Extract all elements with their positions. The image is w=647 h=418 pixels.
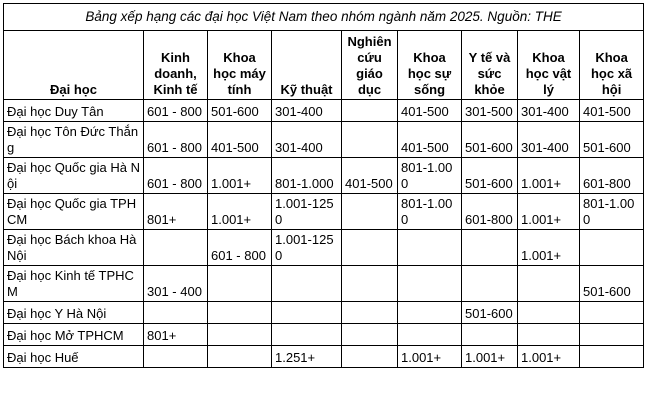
- rank-cell: [518, 324, 580, 346]
- table-caption: Bảng xếp hạng các đại học Việt Nam theo nhóm ngành năm 2025. Nguồn: THE: [4, 4, 644, 31]
- rank-cell: 301-400: [518, 100, 580, 122]
- rank-cell: 601 - 800: [208, 230, 272, 266]
- rank-cell: 601 - 800: [144, 122, 208, 158]
- rank-cell: [342, 230, 398, 266]
- table-row: [4, 100, 644, 122]
- rank-cell: 801+: [144, 324, 208, 346]
- table-row: [4, 230, 644, 266]
- rank-cell: 1.001-1250: [272, 194, 342, 230]
- university-name-cell: Đại học Y Hà Nội: [4, 302, 144, 324]
- rank-cell: [208, 266, 272, 302]
- ranking-table: [3, 3, 644, 368]
- rank-cell: 501-600: [580, 266, 644, 302]
- rank-cell: 401-500: [208, 122, 272, 158]
- rank-cell: 1.001+: [518, 158, 580, 194]
- rank-cell: [208, 324, 272, 346]
- table-row: [4, 194, 644, 230]
- rank-cell: [272, 302, 342, 324]
- rank-cell: 1.001+: [518, 346, 580, 368]
- rank-cell: 401-500: [342, 158, 398, 194]
- column-header: Khoa học vật lý: [518, 31, 580, 100]
- rank-cell: [144, 302, 208, 324]
- rank-cell: [518, 266, 580, 302]
- university-name-cell: Đại học Tôn Đức Thắng: [4, 122, 144, 158]
- rank-cell: 1.001+: [398, 346, 462, 368]
- rank-cell: 401-500: [398, 100, 462, 122]
- university-name-cell: Đại học Bách khoa Hà Nội: [4, 230, 144, 266]
- rank-cell: 801-1.000: [272, 158, 342, 194]
- rank-cell: 501-600: [462, 158, 518, 194]
- rank-cell: 401-500: [398, 122, 462, 158]
- rank-cell: 501-600: [580, 122, 644, 158]
- rank-cell: 1.001+: [462, 346, 518, 368]
- rank-cell: [144, 346, 208, 368]
- rank-cell: 401-500: [580, 100, 644, 122]
- rank-cell: [398, 266, 462, 302]
- table-row: [4, 324, 644, 346]
- rank-cell: 501-600: [462, 302, 518, 324]
- column-header: Nghiên cứu giáo dục: [342, 31, 398, 100]
- rank-cell: 1.001+: [208, 158, 272, 194]
- rank-cell: [342, 100, 398, 122]
- rank-cell: [342, 324, 398, 346]
- rank-cell: [398, 302, 462, 324]
- column-header: Khoa học xã hội: [580, 31, 644, 100]
- rank-cell: 301-500: [462, 100, 518, 122]
- rank-cell: [342, 122, 398, 158]
- university-name-cell: Đại học Mở TPHCM: [4, 324, 144, 346]
- rank-cell: 301-400: [272, 122, 342, 158]
- rank-cell: [208, 302, 272, 324]
- rank-cell: 501-600: [208, 100, 272, 122]
- rank-cell: [462, 266, 518, 302]
- column-header: Khoa học sự sống: [398, 31, 462, 100]
- rank-cell: [398, 324, 462, 346]
- table-body: [4, 100, 644, 368]
- rank-cell: 801-1.000: [398, 158, 462, 194]
- rank-cell: [518, 302, 580, 324]
- column-header-university: Đại học: [4, 31, 144, 100]
- rank-cell: [580, 324, 644, 346]
- rank-cell: [342, 266, 398, 302]
- rank-cell: [398, 230, 462, 266]
- table-row: [4, 266, 644, 302]
- rank-cell: 1.001+: [518, 230, 580, 266]
- rank-cell: 1.001-1250: [272, 230, 342, 266]
- rank-cell: 501-600: [462, 122, 518, 158]
- rank-cell: 601-800: [580, 158, 644, 194]
- rank-cell: 301-400: [272, 100, 342, 122]
- rank-cell: 601 - 800: [144, 158, 208, 194]
- table-row: [4, 346, 644, 368]
- rank-cell: 1.251+: [272, 346, 342, 368]
- rank-cell: [342, 194, 398, 230]
- column-header: Y tế và sức khỏe: [462, 31, 518, 100]
- rank-cell: 1.001+: [518, 194, 580, 230]
- table-row: [4, 302, 644, 324]
- rank-cell: 801-1.000: [580, 194, 644, 230]
- rank-cell: [580, 302, 644, 324]
- column-header: Kinh doanh, Kinh tế: [144, 31, 208, 100]
- rank-cell: [208, 346, 272, 368]
- table-row: [4, 158, 644, 194]
- ranking-table-container: [3, 3, 644, 368]
- rank-cell: [144, 230, 208, 266]
- rank-cell: [580, 346, 644, 368]
- university-name-cell: Đại học Kinh tế TPHCM: [4, 266, 144, 302]
- rank-cell: 601-800: [462, 194, 518, 230]
- rank-cell: 801-1.000: [398, 194, 462, 230]
- rank-cell: [342, 346, 398, 368]
- university-name-cell: Đại học Quốc gia TPHCM: [4, 194, 144, 230]
- rank-cell: [342, 302, 398, 324]
- column-header: Khoa học máy tính: [208, 31, 272, 100]
- rank-cell: [462, 324, 518, 346]
- university-name-cell: Đại học Quốc gia Hà Nội: [4, 158, 144, 194]
- university-name-cell: Đại học Huế: [4, 346, 144, 368]
- column-header: Kỹ thuật: [272, 31, 342, 100]
- rank-cell: [462, 230, 518, 266]
- rank-cell: 1.001+: [208, 194, 272, 230]
- rank-cell: 601 - 800: [144, 100, 208, 122]
- table-row: [4, 122, 644, 158]
- header-row: [4, 31, 644, 100]
- rank-cell: 301-400: [518, 122, 580, 158]
- university-name-cell: Đại học Duy Tân: [4, 100, 144, 122]
- rank-cell: 301 - 400: [144, 266, 208, 302]
- rank-cell: [272, 324, 342, 346]
- rank-cell: [272, 266, 342, 302]
- rank-cell: 801+: [144, 194, 208, 230]
- rank-cell: [580, 230, 644, 266]
